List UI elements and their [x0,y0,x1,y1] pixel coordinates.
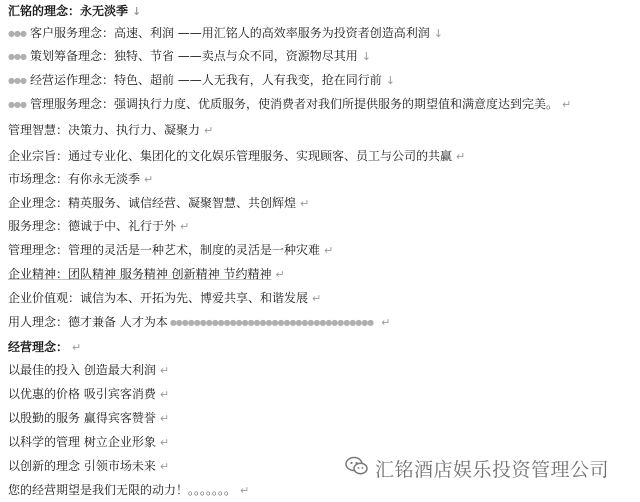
bullet-text: ：独特、节省 ——卖点与众不同，资源物尽其用 [101,49,358,63]
trailing-dots-icon: ●●●●●●●●●●●●●●●●●●●●●●●●●●●●●●●●●● [169,318,374,327]
paragraph-mark-icon: ↵ [72,341,82,354]
paragraph-mark-icon: ↵ [159,364,170,377]
philosophy-text: 市场理念：有你永无淡季 [8,172,141,186]
paragraph-mark-icon: ↵ [180,220,190,233]
philosophy-item [8,239,333,261]
paragraph-mark-icon: ↵ [159,388,170,401]
philosophy-item [8,168,153,190]
philosophy-text: 管理理念：管理的灵活是一种艺术，制度的灵活是一种灾难 [8,243,321,257]
paragraph-mark-icon: ↵ [456,150,466,163]
philosophy-item [8,215,189,237]
principle-item [8,359,169,381]
bullet-item [8,93,571,115]
philosophy-text: 服务理念：德诚于中、礼行于外 [8,219,177,233]
philosophy-item [8,287,321,309]
bullet-dots-icon: ●●● [8,52,26,61]
watermark [345,453,609,483]
paragraph-mark-icon: ↵ [561,98,572,111]
paragraph-mark-icon: ↵ [381,316,391,329]
bullet-item [8,45,371,67]
philosophy-text: 用人理念：德才兼备 人才为本 [8,315,168,329]
bullet-text: ：特色、超前 ——人无我有，人有我变，抢在同行前 [101,73,382,87]
principle-text: 以科学的管理 树立企业形象 [8,435,156,449]
philosophy-item [8,263,285,285]
paragraph-mark-icon: ↵ [159,412,170,425]
paragraph-mark-icon: ↓ [385,74,396,87]
paragraph-mark-icon: ↵ [324,244,334,257]
closing-line [8,479,249,501]
principle-text: 以殷勤的服务 赢得宾客赞誉 [8,411,156,425]
bullet-item [8,69,395,91]
principle-item [8,383,169,405]
paragraph-mark-icon: ↵ [144,173,154,186]
philosophy-item [8,145,465,167]
paragraph-mark-icon: ↓ [361,50,372,63]
bullet-dots-icon: ●●● [8,76,26,85]
philosophy-text: 管理智慧：决策力、执行力、凝聚力 [8,123,201,137]
principle-text: 以创新的理念 引领市场未来 [8,459,156,473]
principle-text: 以优惠的价格 吸引宾客消费 [8,387,156,401]
bullet-label: 管理服务理念 [29,97,102,111]
paragraph-mark-icon: ↵ [204,124,214,137]
philosophy-text: 企业理念：精英服务、诚信经营、凝聚智慧、共创辉煌 [8,196,297,210]
document-title-text: 汇铭的理念：永无淡季 [8,4,129,18]
section-title [8,336,81,358]
principle-item [8,407,169,429]
philosophy-item [8,192,309,214]
principle-text: 以最佳的投入 创造最大利润 [8,363,156,377]
philosophy-item [8,311,390,333]
bullet-label: 客户服务理念 [29,26,102,40]
philosophy-text: 企业宗旨：通过专业化、集团化的文化娱乐管理服务、实现顾客、员工与公司的共赢 [8,149,453,163]
paragraph-mark-icon: ↵ [300,197,310,210]
philosophy-text: 企业价值观：诚信为本、开拓为先、博爱共享、和谐发展 [8,291,309,305]
section-title-text: 经营理念： [8,340,69,354]
philosophy-item [8,119,213,141]
paragraph-mark-icon: ↵ [275,268,285,281]
paragraph-mark-icon: ↵ [240,484,250,497]
bullet-label: 经营运作理念 [29,73,102,87]
bullet-dots-icon: ●●● [8,29,26,38]
philosophy-text: 企业精神：团队精神 服务精神 创新精神 节约精神 [8,267,272,281]
bullet-text: ：强调执行力度、优质服务，使消费者对我们所提供服务的期望值和满意度达到完美。 [101,97,558,111]
watermark-text: 汇铭酒店娱乐投资管理公司 [375,458,610,481]
paragraph-mark-icon: ↵ [159,460,170,473]
paragraph-mark-icon: ↓ [132,5,142,18]
bullet-dots-icon: ●●● [8,100,26,109]
principle-item [8,455,169,477]
wechat-icon [345,455,369,481]
closing-text: 您的经营期望是我们无限的动力！。。。。。。。 [8,483,237,497]
bullet-label: 策划筹备理念 [29,49,102,63]
principle-item [8,431,169,453]
bullet-item [8,22,443,44]
paragraph-mark-icon: ↵ [159,436,170,449]
paragraph-mark-icon: ↵ [312,292,322,305]
document-title [8,0,141,22]
bullet-text: ：高速、利润 ——用汇铭人的高效率服务为投资者创造高利润 [101,26,430,40]
paragraph-mark-icon: ↓ [433,27,444,40]
